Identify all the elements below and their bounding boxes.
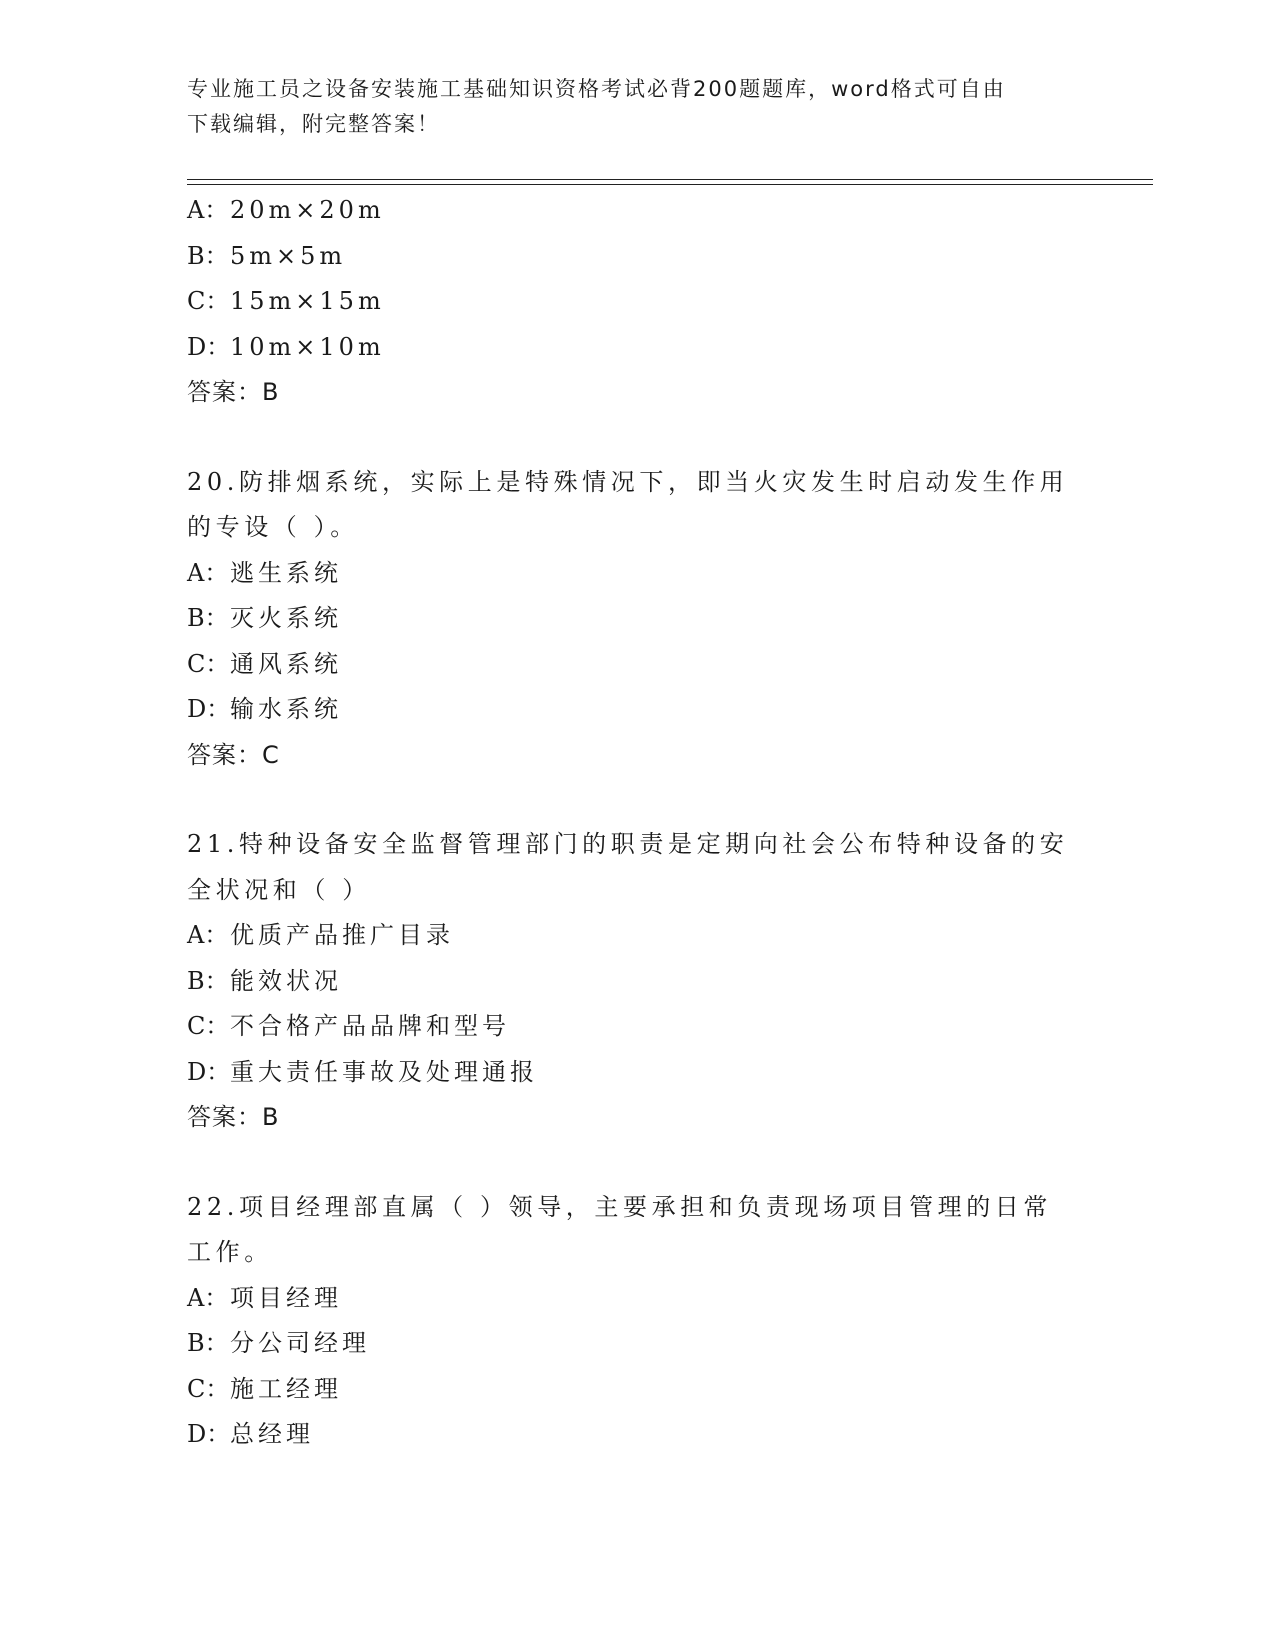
option-c [187, 279, 1087, 325]
option-a [187, 913, 1087, 959]
option-c [187, 1367, 1087, 1413]
option-text: 能效状况 [230, 966, 342, 995]
header-divider-bottom [187, 184, 1153, 185]
document-header [187, 72, 1067, 142]
question-19 [187, 188, 1087, 416]
option-key: C： [187, 287, 230, 315]
option-key: B： [187, 604, 229, 632]
option-key: D： [187, 1420, 231, 1448]
header-divider-top [187, 179, 1153, 180]
option-key: B： [187, 966, 229, 995]
option-key: A： [187, 558, 229, 587]
option-text: 逃生系统 [230, 558, 342, 587]
option-text: 20m×20m [230, 196, 385, 224]
option-key: A： [187, 921, 229, 949]
option-text: 15m×15m [230, 287, 385, 315]
question-stem-line-2: 全状况和（ ） [187, 875, 371, 904]
option-d [187, 1412, 1087, 1458]
question-20 [187, 460, 1087, 779]
option-key: C： [187, 1374, 230, 1403]
option-key: D： [187, 332, 231, 361]
option-d [187, 1050, 1087, 1096]
option-a [187, 551, 1087, 597]
question-stem-line-1: 21.特种设备安全监督管理部门的职责是定期向社会公布特种设备的安 [187, 830, 1069, 858]
option-text: 不合格产品品牌和型号 [230, 1012, 510, 1040]
answer-line: 答案：B [187, 1103, 280, 1131]
option-text: 项目经理 [230, 1283, 342, 1312]
option-text: 分公司经理 [230, 1329, 370, 1357]
option-text: 5m×5m [230, 241, 347, 270]
option-c [187, 1004, 1087, 1050]
option-text: 灭火系统 [230, 604, 342, 632]
option-key: B： [187, 1329, 229, 1357]
option-text: 总经理 [230, 1420, 314, 1448]
question-stem-line-2: 工作。 [187, 1238, 273, 1266]
option-key: D： [187, 695, 231, 723]
question-22 [187, 1185, 1087, 1458]
option-key: A： [187, 1283, 229, 1312]
option-a [187, 1276, 1087, 1322]
header-line-2: 下载编辑，附完整答案！ [187, 112, 440, 136]
option-d [187, 687, 1087, 733]
option-text: 10m×10m [230, 332, 385, 361]
question-21 [187, 822, 1087, 1141]
option-key: D： [187, 1057, 231, 1086]
option-c [187, 642, 1087, 688]
question-stem-line-1: 20.防排烟系统，实际上是特殊情况下，即当火灾发生时启动发生作用 [187, 467, 1069, 496]
question-stem-line-1: 22.项目经理部直属（ ）领导，主要承担和负责现场项目管理的日常 [187, 1192, 1052, 1221]
answer-line: 答案：B [187, 378, 280, 406]
option-a [187, 188, 1087, 234]
option-key: C： [187, 1012, 230, 1040]
option-b [187, 596, 1087, 642]
option-key: A： [187, 196, 229, 224]
option-b [187, 1321, 1087, 1367]
option-key: C： [187, 649, 230, 678]
option-text: 优质产品推广目录 [230, 921, 454, 949]
option-text: 通风系统 [230, 649, 342, 678]
question-stem-line-2: 的专设（ ）。 [187, 513, 359, 541]
option-key: B： [187, 241, 229, 270]
option-text: 重大责任事故及处理通报 [230, 1057, 538, 1086]
option-b [187, 959, 1087, 1005]
option-b [187, 234, 1087, 280]
answer-line: 答案：C [187, 740, 280, 769]
option-d [187, 325, 1087, 371]
option-text: 施工经理 [230, 1374, 342, 1403]
question-list [187, 188, 1087, 1458]
option-text: 输水系统 [230, 695, 342, 723]
header-line-1: 专业施工员之设备安装施工基础知识资格考试必背200题题库，word格式可自由 [187, 77, 1006, 101]
